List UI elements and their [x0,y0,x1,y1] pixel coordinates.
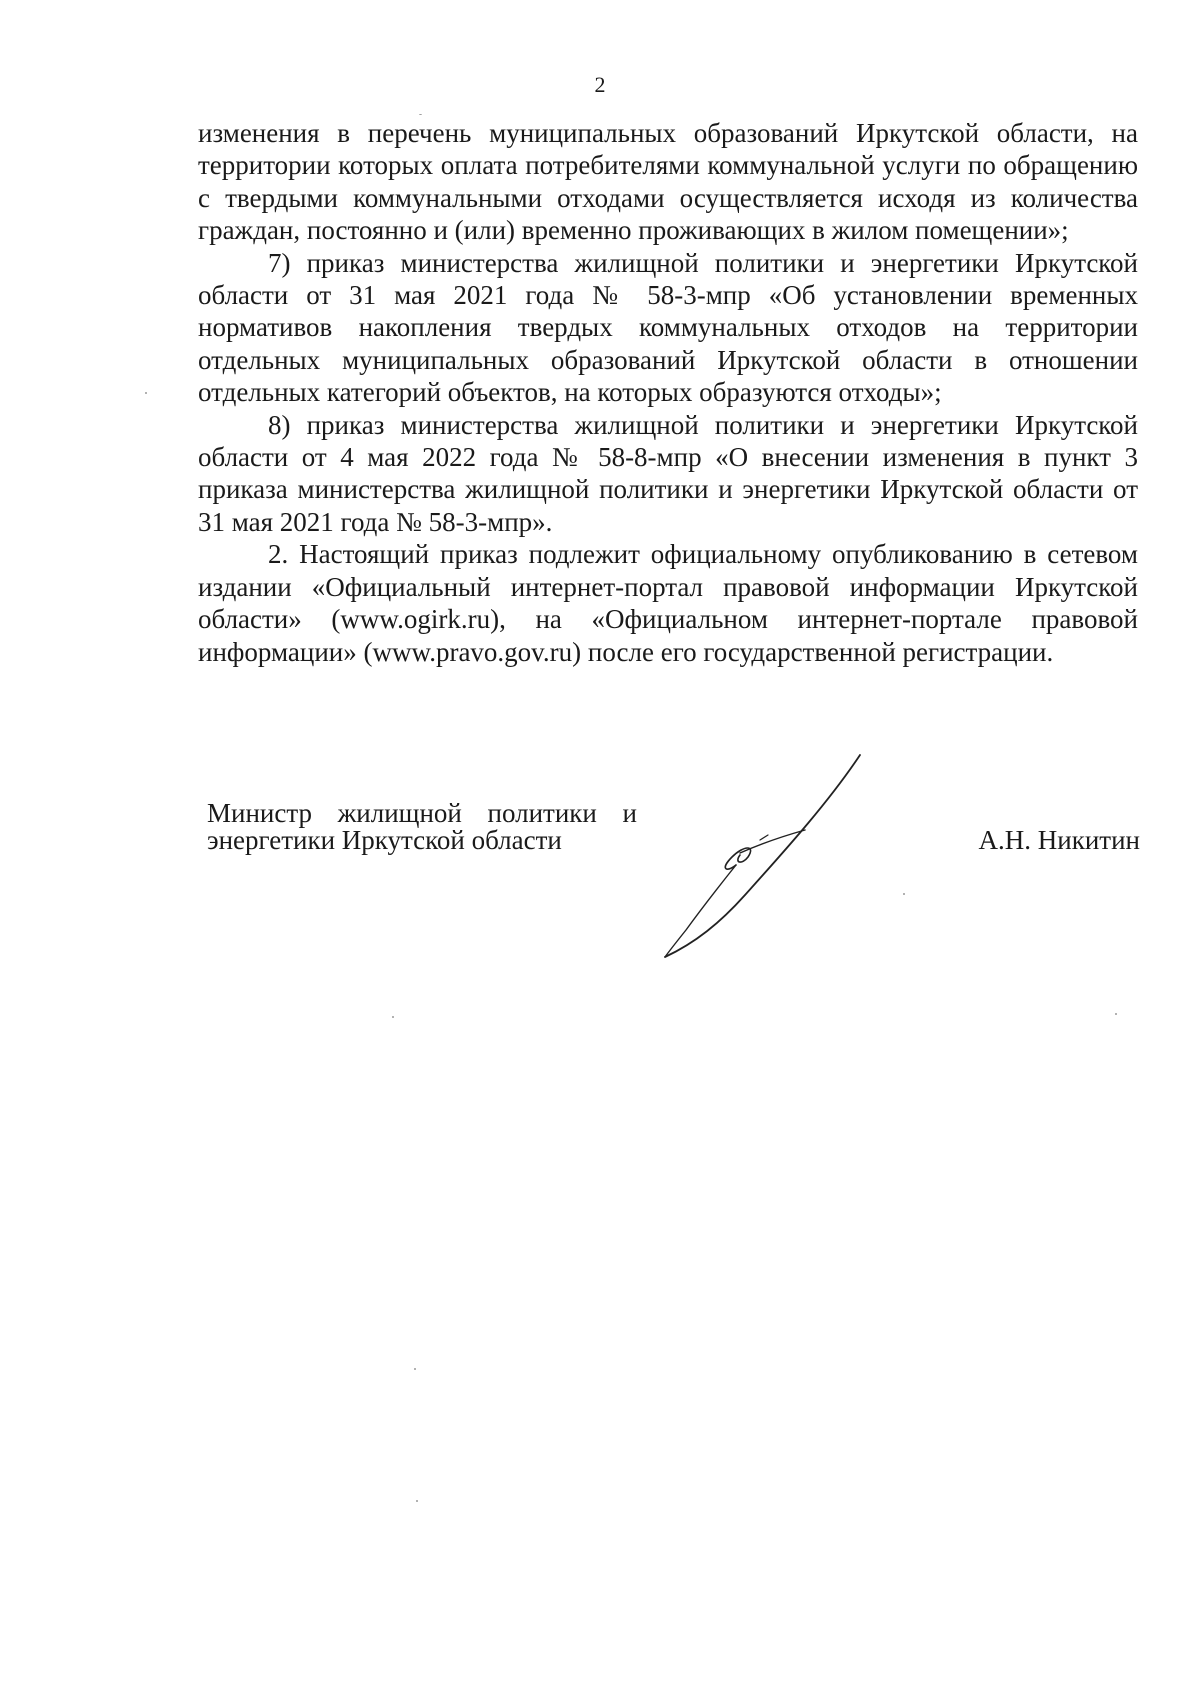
signatory-position [207,800,637,854]
signatory-position-line2: энергетики Иркутской области [207,825,562,855]
signatory-position-line1: Министр жилищной политики и [207,798,637,828]
paragraph-continuation: изменения в перечень муниципальных образований Иркутской области, на территории которых оплата потребителями коммунальной услуги по обращению с твердыми коммунальными отходами осуществляется исходя из количества граждан, постоянно и (или) временно проживающих в жилом помещении»; [198,118,1138,246]
scan-speck [419,114,422,115]
scan-speck [392,1016,394,1018]
signatory-name: А.Н. Никитин [978,825,1140,855]
scan-speck [903,893,905,895]
paragraph-item-8: 8) приказ министерства жилищной политики и энергетики Иркутской области от 4 мая 2022 года № 58-8-мпр «О внесении изменения в пункт 3 приказа министерства жилищной политики и энергетики Иркутской области от 31 мая 2021 года № 58-3-мпр». [198,409,1138,537]
document-body [198,117,1138,668]
scan-speck [1115,1013,1117,1015]
page-number: 2 [594,72,606,97]
scan-speck [414,1368,416,1370]
paragraph-publication: 2. Настоящий приказ подлежит официальному опубликованию в сетевом издании «Официальный интернет-портал правовой информации Иркутской области» (www.ogirk.ru), на «Официальном интернет-портале правовой информации» (www.pravo.gov.ru) после его государственной регистрации. [198,539,1138,667]
scan-speck [416,1500,418,1502]
scan-speck [145,392,147,394]
handwritten-signature-icon [640,745,880,965]
paragraph-item-7: 7) приказ министерства жилищной политики и энергетики Иркутской области от 31 мая 2021 года № 58-3-мпр «Об установлении временных нормативов накопления твердых коммунальных отходов на территории отдельных муниципальных образований Иркутской области в отношении отдельных категорий объектов, на которых образуются отходы»; [198,247,1138,408]
